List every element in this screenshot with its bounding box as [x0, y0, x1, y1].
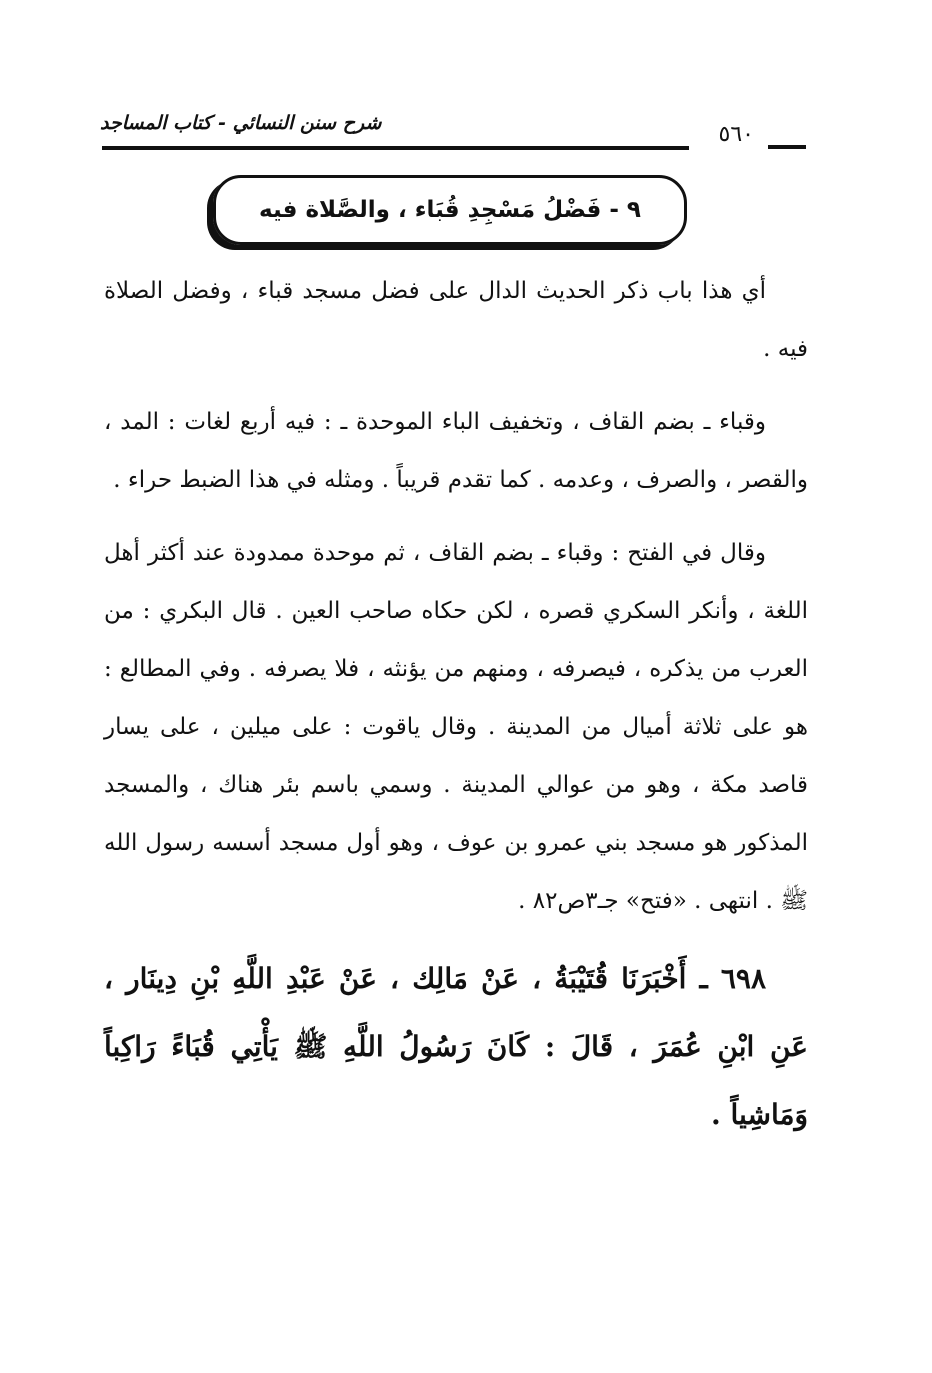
chapter-heading-box	[213, 175, 687, 245]
page-number: ٥٦٠	[718, 122, 754, 147]
chapter-title: ٩ - فَضْلُ مَسْجِدِ قُبَاء ، والصَّلاة فيه	[259, 197, 641, 223]
paragraph-pronunciation: وقباء ـ بضم القاف ، وتخفيف الباء الموحدة ـ : فيه أربع لغات : المد ، والقصر ، والصرف ، وعدمه . كما تقدم قريباً . ومثله في هذا الضبط حراء .	[104, 409, 808, 493]
paragraph-fath-quote: وقال في الفتح : وقباء ـ بضم القاف ، ثم موحدة ممدودة عند أكثر أهل اللغة ، وأنكر السكري قصره ، لكن حكاه صاحب العين . قال البكري : من العرب من يذكره ، فيصرفه ، ومنهم من يؤنثه ، فلا يصرفه . وفي المطالع : هو على ثلاثة أميال من المدينة . وقال ياقوت : على ميلين ، على يسار قاصد مكة ، وهو من عوالي المدينة . وسمي باسم بئر هناك ، والمسجد المذكور هو مسجد بني عمرو بن عوف ، وهو أول مسجد أسسه رسول الله ﷺ . انتهى . «فتح» جـ٣ص٨٢ .	[104, 540, 809, 914]
paragraph-intro: أي هذا باب ذكر الحديث الدال على فضل مسجد قباء ، وفضل الصلاة فيه .	[104, 278, 808, 362]
running-title: شرح سنن النسائي - كتاب المساجد	[100, 112, 382, 134]
hadith-698: ٦٩٨ ـ أَخْبَرَنَا قُتَيْبَةُ ، عَنْ مَالِك ، عَنْ عَبْدِ اللَّهِ بْنِ دِينَار ، عَنِ ابْنِ عُمَرَ ، قَالَ : كَانَ رَسُولُ اللَّهِ ﷺ يَأْتِي قُبَاءً رَاكِباً وَمَاشِياً .	[104, 962, 808, 1131]
header-rule	[102, 146, 689, 150]
main-text	[104, 262, 808, 1164]
page-number-dash	[768, 145, 806, 149]
page-header	[100, 108, 806, 156]
